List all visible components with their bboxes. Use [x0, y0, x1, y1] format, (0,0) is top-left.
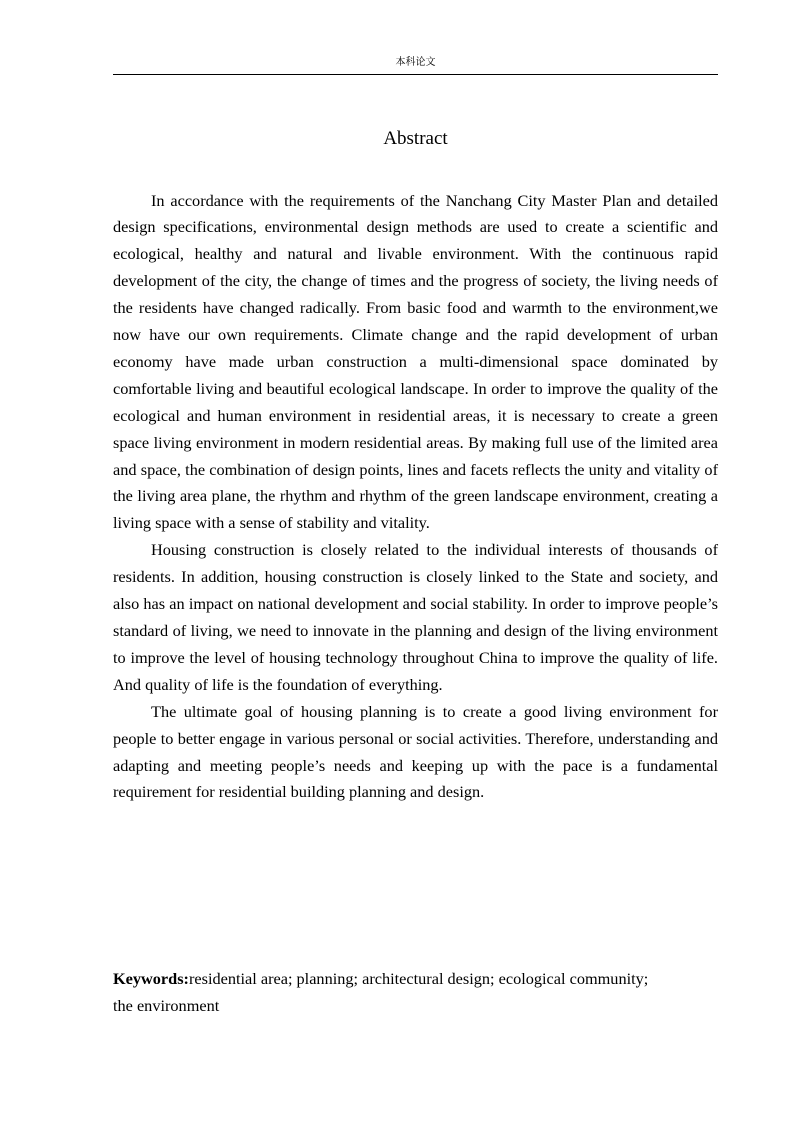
- running-header: 本科论文: [395, 57, 436, 68]
- abstract-paragraph-2: Housing construction is closely related to the individual interests of thousands of residents. In addition, housing construction is closely linked to the State and society, and also has an impact on national development and social stability. In order to improve people’s standard of living, we need to innovate in the planning and design of the living environment to improve the level of housing technology throughout China to improve the quality of life. And quality of life is the foundation of everything.: [113, 540, 718, 694]
- abstract-body: [113, 188, 718, 807]
- abstract-paragraph-3: The ultimate goal of housing planning is to create a good living environment for people to better engage in various personal or social activities. Therefore, understanding and adapting and meeting people’s needs and keeping up with the pace is a fundamental requirement for residential building planning and design.: [113, 701, 718, 802]
- abstract-paragraph-1: In accordance with the requirements of the Nanchang City Master Plan and detailed design specifications, environmental design methods are used to create a scientific and ecological, healthy and natural and livable environment. With the continuous rapid development of the city, the change of times and the progress of society, the living needs of the residents have changed radically. From basic food and warmth to the environment,we now have our own requirements. Climate change and the rapid development of urban economy have made urban construction a multi-dimensional space dominated by comfortable living and beautiful ecological landscape. In order to improve the quality of the ecological and human environment in residential areas, it is necessary to create a green space living environment in modern residential areas. By making full use of the limited area and space, the combination of design points, lines and facets reflects the unity and vitality of the living area plane, the rhythm and rhythm of the green landscape environment, creating a living space with a sense of stability and vitality.: [113, 190, 718, 533]
- header-rule: [113, 74, 718, 75]
- keywords-label: Keywords:: [113, 969, 189, 988]
- abstract-title: Abstract: [383, 128, 448, 149]
- keywords-text: residential area; planning; architectural design; ecological community; the environment: [113, 969, 649, 1015]
- keywords-section: [113, 966, 653, 1020]
